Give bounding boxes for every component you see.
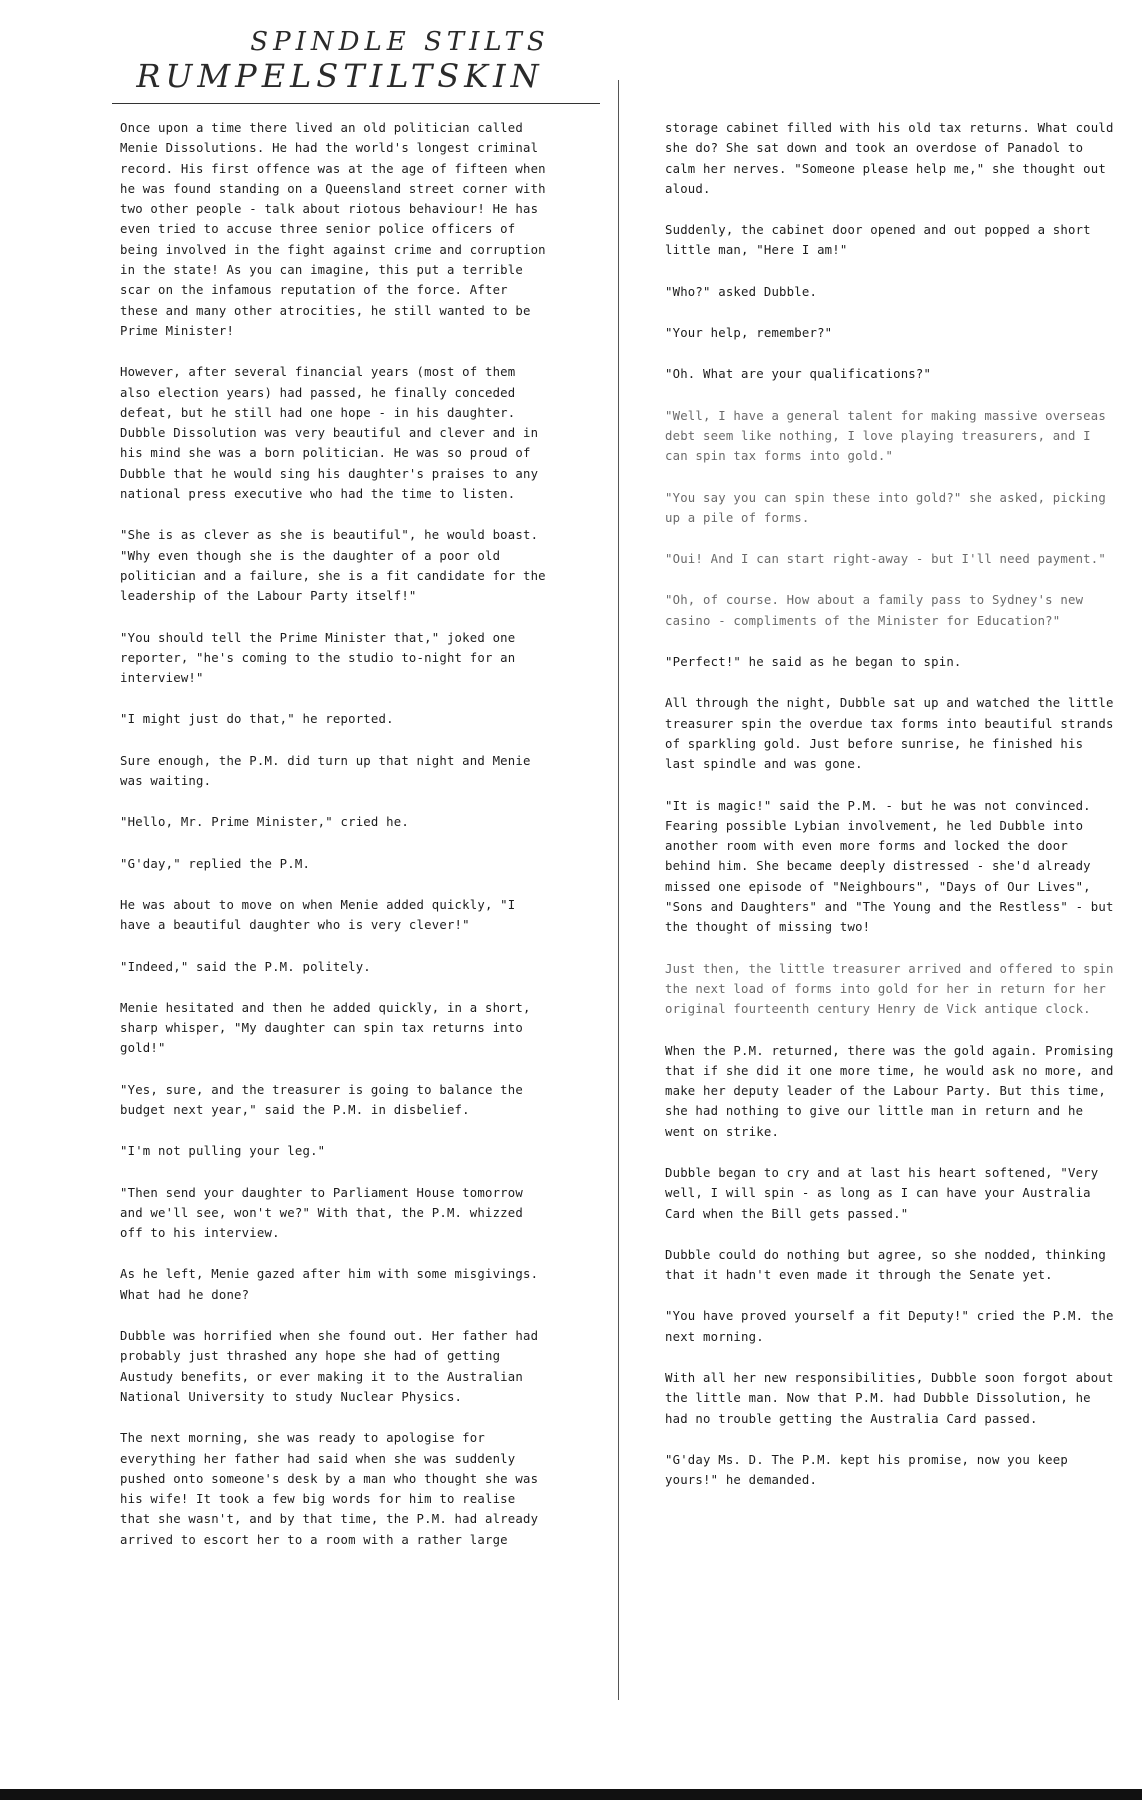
paragraph: "Oh. What are your qualifications?" (665, 367, 932, 382)
paragraph: "Who?" asked Dubble. (665, 284, 818, 299)
paragraph: "You say you can spin these into gold?" she asked, picking up a pile of forms. (665, 490, 1106, 525)
left-column (120, 118, 550, 1571)
paragraph: The next morning, she was ready to apologise for everything her father had said when she was suddenly pushed onto someone's desk by a man who thought she was his wife! It took a few big words for him to realise that she wasn't, and by that time, the P.M. had already arrived to escort her to a room with a rather large (120, 1431, 539, 1547)
paragraph: Dubble began to cry and at last his heart softened, "Very well, I will spin - as long as I can have your Australia Card when the Bill gets passed." (665, 1165, 1099, 1221)
paragraph: "Indeed," said the P.M. politely. (120, 959, 371, 974)
paragraph: "G'day Ms. D. The P.M. kept his promise, now you keep yours!" he demanded. (665, 1452, 1068, 1488)
paragraph: Just then, the little treasurer arrived and offered to spin the next load of forms into gold for her in return for her original fourteenth century Henry de Vick antique clock. (665, 961, 1114, 1017)
paragraph: Dubble could do nothing but agree, so she nodded, thinking that it hadn't even made it through the Senate yet. (665, 1247, 1106, 1283)
paragraph: "Hello, Mr. Prime Minister," cried he. (120, 815, 409, 830)
paragraph: However, after several financial years (most of them also election years) had passed, he finally conceded defeat, but he still had one hope - in his daughter. Dubble Dissolution was very beautiful and clever and in his mind she was a born politician. He was so proud of Dubble that he would sing his daughter's praises to any national press executive who had the time to listen. (120, 365, 539, 502)
paragraph: "Perfect!" he said as he began to spin. (665, 655, 962, 670)
paragraph: "You have proved yourself a fit Deputy!" cried the P.M. the next morning. (665, 1309, 1114, 1344)
column-divider (618, 80, 619, 1700)
paragraph: "It is magic!" said the P.M. - but he was not convinced. Fearing possible Lybian involvement, he led Dubble into another room with even more forms and locked the door behind him. She became deeply distressed - she'd already missed one episode of "Neighbours", "Days of Our Lives", "Sons and Daughters" and "The Young and the Restless" - but the thought of missing two! (665, 798, 1114, 935)
paragraph: Suddenly, the cabinet door opened and out popped a short little man, "Here I am!" (665, 223, 1091, 258)
title-line-1: SPINDLE STILTS (250, 27, 550, 57)
story-title (70, 28, 610, 95)
paragraph: He was about to move on when Menie added quickly, "I have a beautiful daughter who is very clever!" (120, 897, 516, 933)
paragraph: "Oh, of course. How about a family pass to Sydney's new casino - compliments of the Minister for Education?" (665, 593, 1084, 628)
paragraph: "Well, I have a general talent for making massive overseas debt seem like nothing, I love playing treasurers, and I can spin tax forms into gold." (665, 408, 1106, 464)
paragraph: "Your help, remember?" (665, 326, 833, 341)
paragraph: When the P.M. returned, there was the gold again. Promising that if she did it one more time, he would ask no more, and make her deputy leader of the Labour Party. But this time, she had nothing to give our little man in return and he went on strike. (665, 1043, 1114, 1139)
paragraph: Dubble was horrified when she found out. Her father had probably just thrashed any hope she had of getting Austudy benefits, or ever making it to the Australian National University to study Nuclear Physics. (120, 1329, 539, 1404)
paragraph: As he left, Menie gazed after him with some misgivings. What had he done? (120, 1267, 539, 1302)
paragraph: Once upon a time there lived an old politician called Menie Dissolutions. He had the world's longest criminal record. His first offence was at the age of fifteen when he was found standing on a Queensland street corner with two other people - talk about riotous behaviour! He has even tried to accuse three senior police officers of being involved in the fight against crime and corruption in the state! As you can imagine, this put a terrible scar on the infamous reputation of the force. After these and many other atrocities, he still wanted to be Prime Minister! (120, 121, 546, 338)
right-column (665, 118, 1115, 1512)
paragraph: "I might just do that," he reported. (120, 712, 394, 727)
paragraph: "G'day," replied the P.M. (120, 856, 311, 871)
paragraph: "Yes, sure, and the treasurer is going to balance the budget next year," said the P.M. in disbelief. (120, 1082, 523, 1117)
paragraph: "Oui! And I can start right-away - but I'll need payment." (665, 552, 1106, 567)
paragraph: All through the night, Dubble sat up and watched the little treasurer spin the overdue tax forms into beautiful strands of sparkling gold. Just before sunrise, he finished his last spindle and was gone. (665, 696, 1114, 772)
paragraph: storage cabinet filled with his old tax returns. What could she do? She sat down and took an overdose of Panadol to calm her nerves. "Someone please help me," she thought out aloud. (665, 121, 1114, 196)
paragraph: With all her new responsibilities, Dubble soon forgot about the little man. Now that P.M. had Dubble Dissolution, he had no trouble getting the Australia Card passed. (665, 1371, 1114, 1426)
title-line-2: RUMPELSTILTSKIN (136, 56, 544, 95)
paragraph: "You should tell the Prime Minister that," joked one reporter, "he's coming to the studio to-night for an interview!" (120, 630, 516, 686)
paragraph: "Then send your daughter to Parliament House tomorrow and we'll see, won't we?" With that, the P.M. whizzed off to his interview. (120, 1185, 523, 1241)
paragraph: "She is as clever as she is beautiful", he would boast. "Why even though she is the daughter of a poor old politician and a failure, she is a fit candidate for the leadership of the Labour Party itself!" (120, 528, 546, 604)
paragraph: "I'm not pulling your leg." (120, 1144, 326, 1159)
paragraph: Menie hesitated and then he added quickly, in a short, sharp whisper, "My daughter can spin tax returns into gold!" (120, 1000, 531, 1056)
paragraph: Sure enough, the P.M. did turn up that night and Menie was waiting. (120, 753, 531, 789)
title-underline (112, 103, 600, 104)
scan-edge-bar (0, 1789, 1142, 1800)
